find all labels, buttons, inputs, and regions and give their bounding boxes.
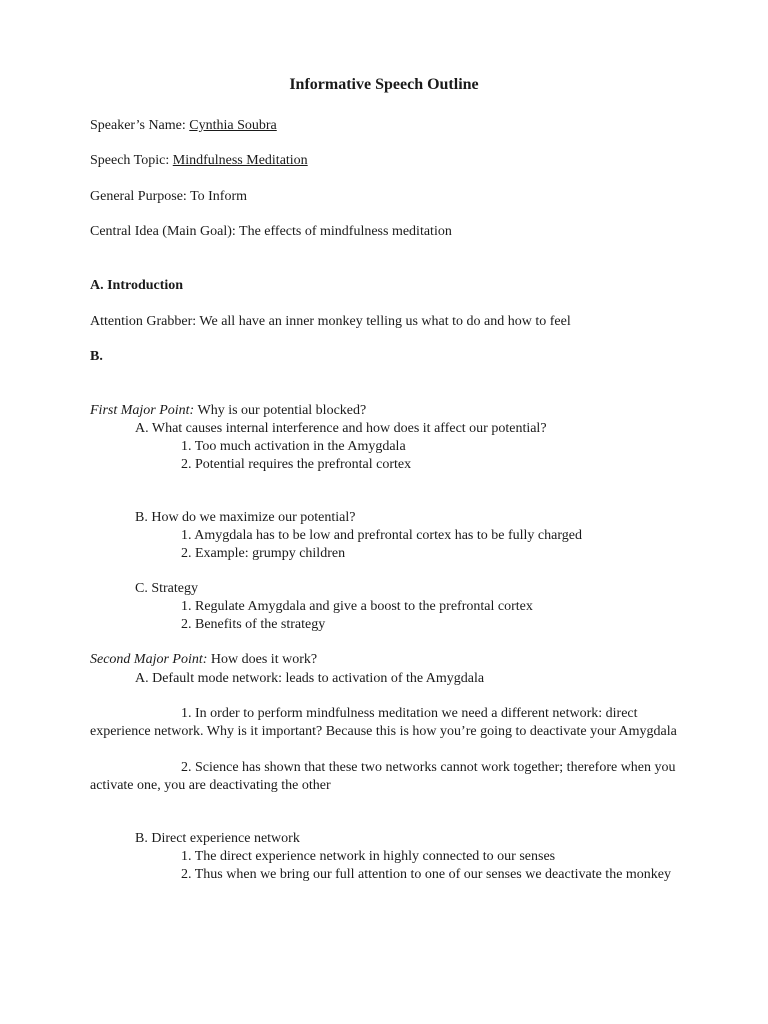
page-title: Informative Speech Outline bbox=[289, 76, 479, 93]
second-point-a-item-1: 1. In order to perform mindfulness meditation we need a different network: direct experience network. Why is it important? Because this is how you’re going to deactivate your Amygdala bbox=[90, 706, 677, 739]
attention-value: We all have an inner monkey telling us what to do and how to feel bbox=[199, 314, 571, 329]
speaker-name: Cynthia Soubra bbox=[189, 118, 277, 133]
attention-label: Attention Grabber: bbox=[90, 314, 197, 329]
first-point-a-item-1: 1. Too much activation in the Amygdala bbox=[181, 439, 406, 454]
second-point-subitem-a: A. Default mode network: leads to activation of the Amygdala bbox=[135, 671, 485, 686]
second-point-a-item-2: 2. Science has shown that these two networks cannot work together; therefore when you activate one, you are deactivating the other bbox=[90, 760, 676, 793]
purpose-line bbox=[90, 188, 247, 206]
first-point-value: Why is our potential blocked? bbox=[197, 403, 367, 418]
second-major-point bbox=[90, 651, 317, 669]
first-point-c-item-1: 1. Regulate Amygdala and give a boost to the prefrontal cortex bbox=[181, 599, 533, 614]
topic-line bbox=[90, 152, 308, 170]
purpose-label: General Purpose: bbox=[90, 189, 187, 204]
topic-value: Mindfulness Meditation bbox=[172, 153, 308, 168]
first-point-b-item-2: 2. Example: grumpy children bbox=[181, 546, 346, 561]
second-point-subitem-b: B. Direct experience network bbox=[135, 831, 300, 846]
attention-grabber-line bbox=[90, 313, 571, 331]
second-point-label: Second Major Point: bbox=[90, 652, 208, 667]
second-point-b-item-1: 1. The direct experience network in highly connected to our senses bbox=[181, 849, 556, 864]
central-idea-label: Central Idea (Main Goal): bbox=[90, 224, 236, 239]
central-idea-line bbox=[90, 223, 452, 241]
speaker-label: Speaker’s Name: bbox=[90, 118, 186, 133]
first-major-point bbox=[90, 402, 366, 420]
first-point-subitem-a: A. What causes internal interference and how does it affect our potential? bbox=[135, 421, 547, 436]
first-point-label: First Major Point: bbox=[90, 403, 195, 418]
first-point-a-item-2: 2. Potential requires the prefrontal cortex bbox=[181, 457, 412, 472]
purpose-value: To Inform bbox=[190, 189, 248, 204]
introduction-heading: A. Introduction bbox=[90, 278, 184, 293]
first-point-subitem-c: C. Strategy bbox=[135, 581, 198, 596]
central-idea-value: The effects of mindfulness meditation bbox=[239, 224, 452, 239]
topic-label: Speech Topic: bbox=[90, 153, 170, 168]
first-point-subitem-b: B. How do we maximize our potential? bbox=[135, 510, 356, 525]
first-point-c-item-2: 2. Benefits of the strategy bbox=[181, 617, 326, 632]
second-point-value: How does it work? bbox=[210, 652, 318, 667]
section-b-heading: B. bbox=[90, 349, 103, 364]
speaker-line bbox=[90, 117, 277, 135]
second-point-b-item-2: 2. Thus when we bring our full attention to one of our senses we deactivate the monkey bbox=[181, 867, 672, 882]
first-point-b-item-1: 1. Amygdala has to be low and prefrontal cortex has to be fully charged bbox=[181, 528, 582, 543]
